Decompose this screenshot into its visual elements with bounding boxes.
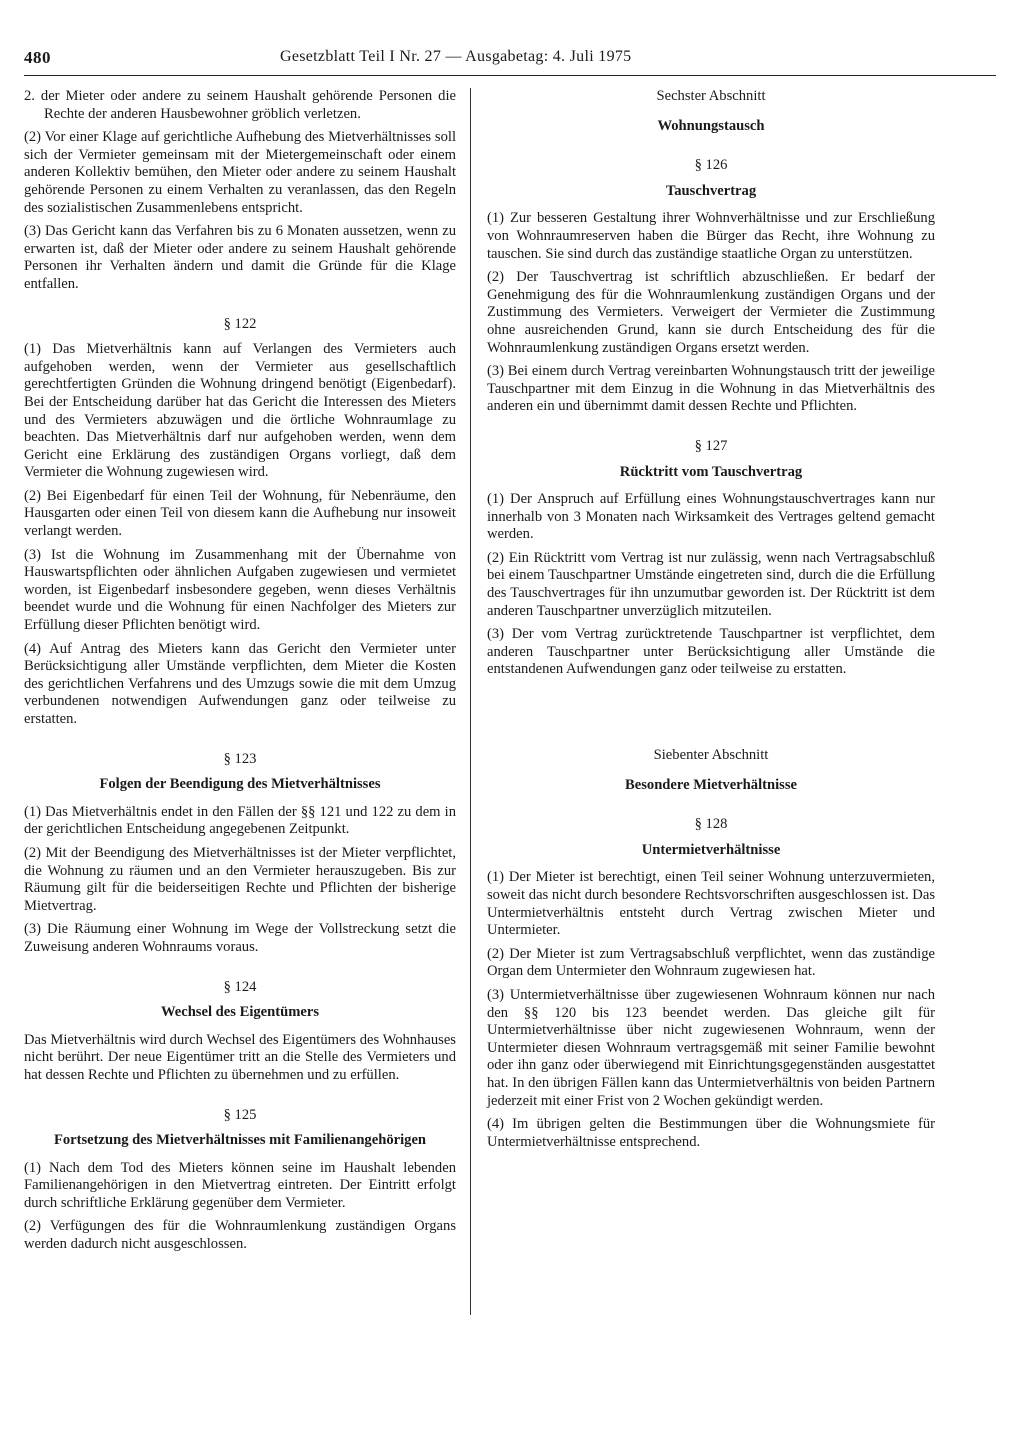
- paragraph-128-3: (3) Untermietverhältnisse über zugewiesenen Wohnraum können nur nach den §§ 120 bis 123 beendet werden. Das gleiche gilt für Untermietverhältnisse über nicht zugewiesenen Wohnraum, wenn der Untermieter diesen Wohnraum vertragsgemäß mit seiner Familie bewohnt oder ihn ganz oder überwiegend mit Einrichtungsgegenständen ausgestattet hat. In den übrigen Fällen kann das Untermietverhältnis von beiden Partnern jederzeit mit einer Frist von 2 Wochen gekündigt werden.: [487, 986, 935, 1109]
- paragraph-122-3: (3) Ist die Wohnung im Zusammenhang mit der Übernahme von Hauswartspflichten oder ähnlichen Aufgaben zugewiesen und vermietet worden, ist Eigenbedarf insbesondere gegeben, wenn dieses Verhältnis beendet wurde und die Wohnung für einen Nachfolger des Mieters zur Erfüllung dieser Pflichten benötigt wird.: [24, 546, 456, 634]
- paragraph-127-2: (2) Ein Rücktritt vom Vertrag ist nur zulässig, wenn nach Vertragsabschluß bei einem Tauschpartner Umstände eingetreten sind, durch die die Erfüllung des Tauschvertrages für ihn unzumutbar geworden ist. Der Rücktritt ist dem anderen Tauschpartner unverzüglich mitzuteilen.: [487, 549, 935, 619]
- paragraph-125-2: (2) Verfügungen des für die Wohnraumlenkung zuständigen Organs werden dadurch nicht ausgeschlossen.: [24, 1218, 456, 1253]
- chapter-6-label: Sechster Abschnitt: [656, 88, 766, 104]
- section-122-number: § 122: [223, 315, 257, 332]
- spacer: [487, 685, 935, 747]
- paragraph-123-2: (2) Mit der Beendigung des Mietverhältnisses ist der Mieter verpflichtet, die Wohnung zu räumen und an den Vermieter herauszugeben. Bis zur Räumung gilt für die beiderseitigen Rechte und Pflichten der bisherige Mietvertrag.: [24, 844, 456, 914]
- chapter-6-title: Wohnungstausch: [657, 117, 765, 134]
- section-127-number: § 127: [694, 437, 728, 454]
- right-column: [487, 88, 935, 1157]
- paragraph-124: Das Mietverhältnis wird durch Wechsel des Eigentümers des Wohnhauses nicht berührt. Der neue Eigentümer tritt an die Stelle des Vermieters und hat dessen Rechte und Pflichten zu übernehmen und zu erfüllen.: [24, 1031, 456, 1083]
- section-128-number: § 128: [694, 816, 728, 833]
- paragraph-128-1: (1) Der Mieter ist berechtigt, einen Teil seiner Wohnung unterzuvermieten, soweit das nicht durch besondere Rechtsvorschriften ausgeschlossen ist. Das Untermietverhältnis entsteht durch Vertrag zwischen Mieter und Untermieter.: [487, 869, 935, 939]
- column-divider: [470, 88, 471, 1315]
- paragraph-127-3: (3) Der vom Vertrag zurücktretende Tauschpartner ist verpflichtet, dem anderen Tauschpartner unter Berücksichtigung aller Umstände die entstandenen Aufwendungen ganz oder teilweise zu erstatten.: [487, 626, 935, 678]
- section-127-title: Rücktritt vom Tauschvertrag: [619, 463, 803, 480]
- paragraph-123-1: (1) Das Mietverhältnis endet in den Fällen der §§ 121 und 122 zu dem in der gerichtlichen Entscheidung angegebenen Zeitpunkt.: [24, 803, 456, 838]
- paragraph-127-1: (1) Der Anspruch auf Erfüllung eines Wohnungstauschvertrages kann nur innerhalb von 3 Monaten nach Wirksamkeit des Vertrages geltend gemacht werden.: [487, 491, 935, 543]
- chapter-7-title: Besondere Mietverhältnisse: [625, 776, 797, 793]
- running-title: Gesetzblatt Teil I Nr. 27 — Ausgabetag: 4. Juli 1975: [280, 48, 632, 65]
- paragraph-126-2: (2) Der Tauschvertrag ist schriftlich abzuschließen. Er bedarf der Genehmigung des für die Wohnraumlenkung zuständigen Organs und der Zustimmung des Vermieters. Verweigert der Vermieter die Zustimmung ohne ausreichenden Grund, kann sie durch Entscheidung des für die Wohnraumlenkung zuständigen Organs ersetzt werden.: [487, 269, 935, 356]
- paragraph-122-4: (4) Auf Antrag des Mieters kann das Gericht den Vermieter unter Berücksichtigung aller Umstände verpflichten, dem Mieter die Kosten des gerichtlichen Verfahrens und des Umzugs sowie die mit dem Umzug verbundenen notwendigen Aufwendungen ganz oder teilweise zu erstatten.: [24, 640, 456, 727]
- chapter-7-label: Siebenter Abschnitt: [653, 747, 769, 764]
- paragraph-128-4: (4) Im übrigen gelten die Bestimmungen über die Wohnungsmiete für Untermietverhältnisse entsprechend.: [487, 1116, 935, 1150]
- paragraph-121-2: (2) Vor einer Klage auf gerichtliche Aufhebung des Mietverhältnisses soll sich der Vermieter gemeinsam mit der Mietergemeinschaft oder einem anderen Kollektiv bemühen, den Mieter oder andere zu seinem Haushalt gehörende Personen zu einem Verhalten zu veranlassen, das den Regeln des sozialistischen Zusammenlebens entspricht.: [24, 129, 456, 216]
- paragraph-128-2: (2) Der Mieter ist zum Vertragsabschluß verpflichtet, wenn das zuständige Organ dem Untermieter den Wohnraum zugewiesen hat.: [487, 945, 935, 980]
- paragraph-126-3: (3) Bei einem durch Vertrag vereinbarten Wohnungstausch tritt der jeweilige Tauschpartner mit dem Einzug in die Wohnung in das Mietverhältnis des anderen ein und übernimmt damit dessen Rechte und Pflichten.: [487, 363, 935, 415]
- list-item-2: 2. der Mieter oder andere zu seinem Haushalt gehörende Personen die Rechte der anderen Hausbewohner gröblich verletzen.: [24, 88, 456, 122]
- paragraph-123-3: (3) Die Räumung einer Wohnung im Wege der Vollstreckung setzt die Zuweisung anderen Wohnraums voraus.: [24, 921, 456, 955]
- paragraph-126-1: (1) Zur besseren Gestaltung ihrer Wohnverhältnisse und zur Erschließung von Wohnraumreserven haben die Bürger das Recht, ihre Wohnung zu tauschen. Sie sind durch das zuständige staatliche Organ zu unterstützen.: [487, 210, 935, 262]
- page-number: 480: [24, 48, 51, 67]
- section-125-title: Fortsetzung des Mietverhältnisses mit Familienangehörigen: [53, 1132, 427, 1149]
- paragraph-122-1: (1) Das Mietverhältnis kann auf Verlangen des Vermieters auch aufgehoben werden, wenn der Vermieter aus gesellschaftlich gerechtfertigten Gründen die Wohnung dringend benötigt (Eigenbedarf). Bei der Entscheidung darüber hat das Gericht die Interessen des Mieters und des Vermieters abzuwägen und die örtliche Wohnraumlage zu beachten. Das Mietverhältnis darf nur aufgehoben werden, wenn dem Gericht eine Erklärung des zuständigen Organs vorliegt, daß dem Vermieter die Wohnung zugewiesen wird.: [24, 341, 456, 481]
- section-128-title: Untermietverhältnisse: [641, 841, 781, 858]
- paragraph-125-1: (1) Nach dem Tod des Mieters können seine im Haushalt lebenden Familienangehörigen in den Mietvertrag eintreten. Der Eintritt erfolgt durch schriftliche Erklärung gegenüber dem Vermieter.: [24, 1159, 456, 1211]
- section-125-number: § 125: [223, 1106, 257, 1123]
- section-123-number: § 123: [223, 750, 257, 767]
- paragraph-121-3: (3) Das Gericht kann das Verfahren bis zu 6 Monaten aussetzen, wenn zu erwarten ist, daß der Mieter oder andere zu seinem Haushalt gehörende Personen ihr Verhalten ändern und damit die Gründe für die Klage entfallen.: [24, 223, 456, 292]
- section-126-title: Tauschvertrag: [665, 182, 757, 199]
- section-124-title: Wechsel des Eigentümers: [160, 1004, 320, 1021]
- page-header: [0, 48, 1024, 72]
- left-column: [24, 88, 456, 1260]
- section-124-number: § 124: [223, 978, 257, 995]
- header-rule: [24, 75, 996, 76]
- paragraph-122-2: (2) Bei Eigenbedarf für einen Teil der Wohnung, für Nebenräume, den Hausgarten oder einen Teil von diesem kann die Aufhebung nur insoweit verlangt werden.: [24, 487, 456, 540]
- section-123-title: Folgen der Beendigung des Mietverhältnisses: [99, 776, 381, 793]
- section-126-number: § 126: [694, 157, 728, 174]
